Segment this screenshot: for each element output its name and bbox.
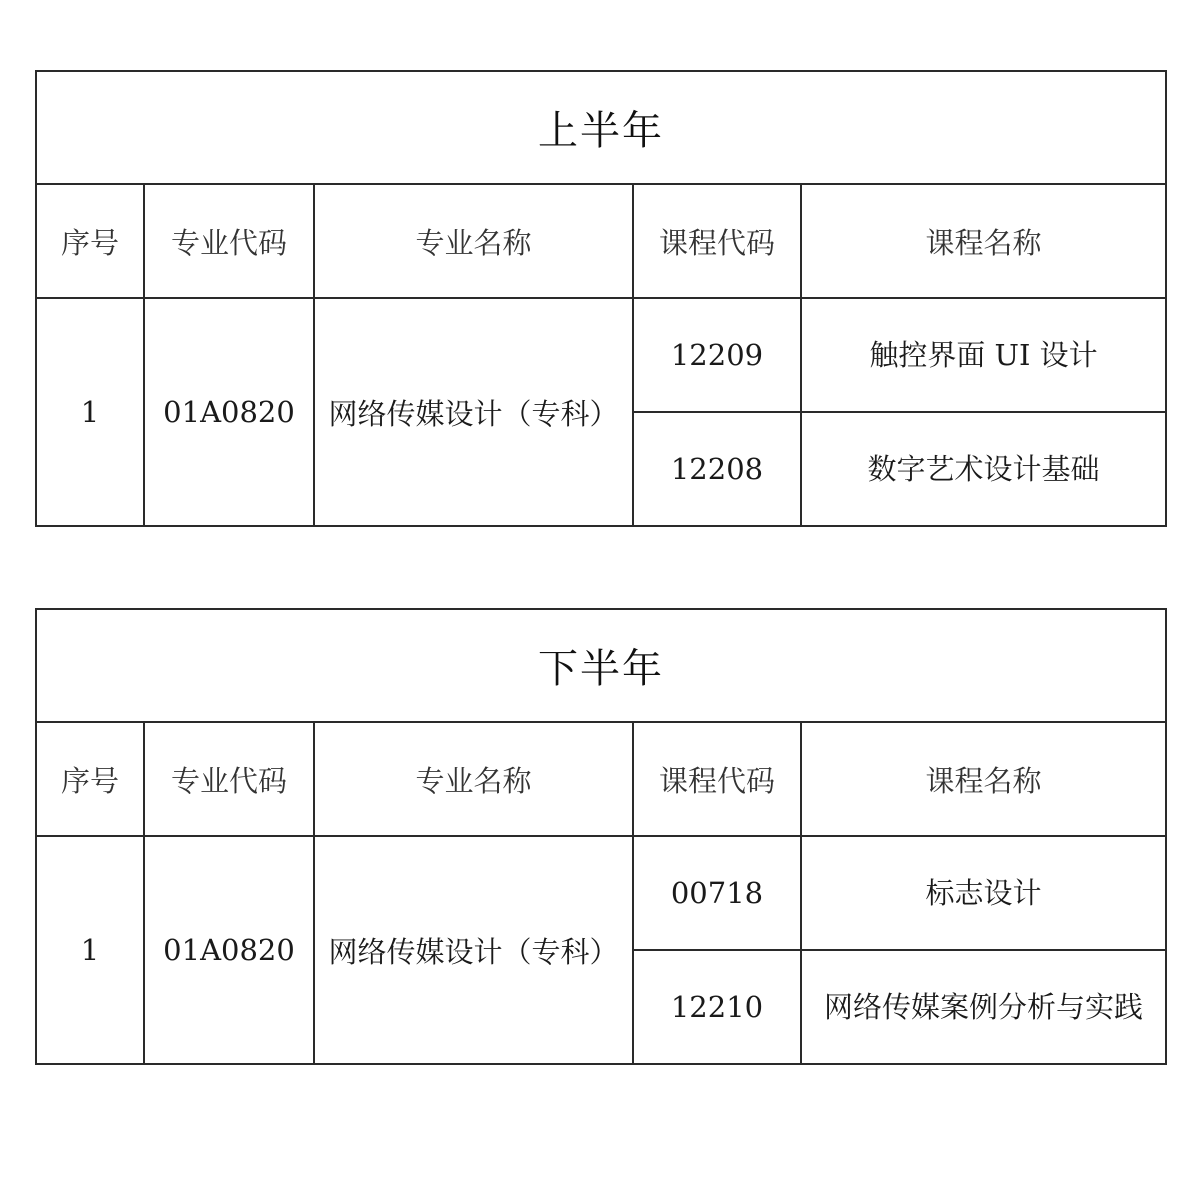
header-seq: 序号 xyxy=(36,722,144,836)
second-half-table xyxy=(35,608,1167,1065)
table-row xyxy=(36,298,1166,412)
header-seq: 序号 xyxy=(36,184,144,298)
seq-cell: 1 xyxy=(36,836,144,1064)
header-major-code: 专业代码 xyxy=(144,722,314,836)
table-row xyxy=(36,836,1166,950)
major-code-cell: 01A0820 xyxy=(144,298,314,526)
course-name-cell: 数字艺术设计基础 xyxy=(801,412,1166,526)
major-name-cell: 网络传媒设计（专科） xyxy=(314,298,633,526)
header-course-code: 课程代码 xyxy=(633,184,801,298)
major-name-cell: 网络传媒设计（专科） xyxy=(314,836,633,1064)
course-name-cell: 触控界面 UI 设计 xyxy=(801,298,1166,412)
seq-cell: 1 xyxy=(36,298,144,526)
header-course-name: 课程名称 xyxy=(801,722,1166,836)
course-name-cell: 标志设计 xyxy=(801,836,1166,950)
course-name-cell: 网络传媒案例分析与实践 xyxy=(801,950,1166,1064)
course-code-cell: 12208 xyxy=(633,412,801,526)
course-code-cell: 00718 xyxy=(633,836,801,950)
course-code-cell: 12210 xyxy=(633,950,801,1064)
header-major-name: 专业名称 xyxy=(314,722,633,836)
table-title: 下半年 xyxy=(36,609,1166,722)
header-major-code: 专业代码 xyxy=(144,184,314,298)
header-course-code: 课程代码 xyxy=(633,722,801,836)
header-major-name: 专业名称 xyxy=(314,184,633,298)
course-code-cell: 12209 xyxy=(633,298,801,412)
table-title: 上半年 xyxy=(36,71,1166,184)
header-course-name: 课程名称 xyxy=(801,184,1166,298)
first-half-table xyxy=(35,70,1167,527)
major-code-cell: 01A0820 xyxy=(144,836,314,1064)
